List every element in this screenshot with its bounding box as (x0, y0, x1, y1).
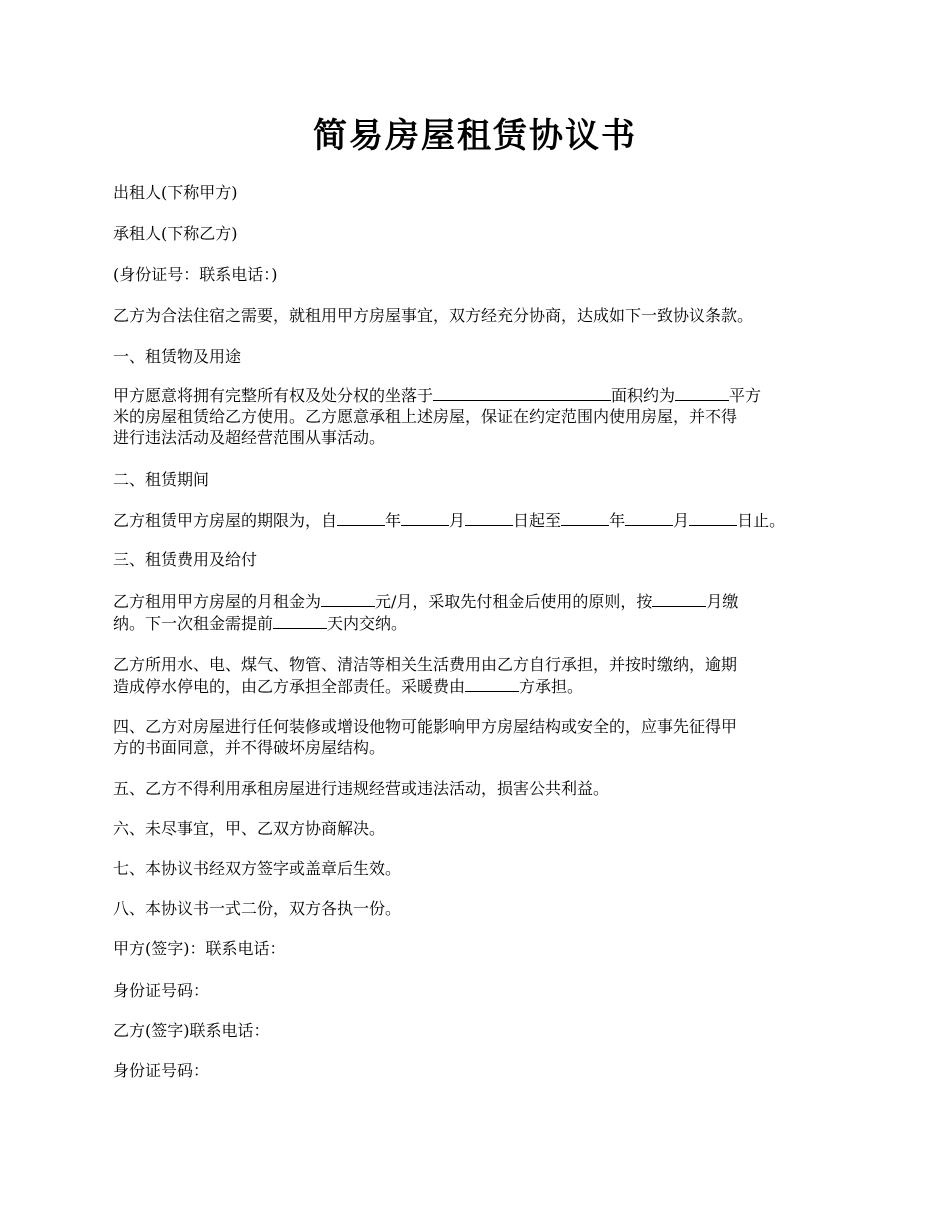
section-7: 七、本协议书经双方签字或盖章后生效。 (113, 859, 402, 878)
section-2-body: 乙方租赁甲方房屋的期限为，自 年 月 日起至 年 月 日止。 (113, 511, 786, 530)
section-1-line-3: 进行违法活动及超经营范围从事活动。 (113, 428, 386, 447)
heating-party-blank (465, 675, 519, 692)
section-3-utilities (113, 654, 873, 697)
section-8: 八、本协议书一式二份，双方各执一份。 (113, 899, 402, 918)
section-4-line-2: 方的书面同意，并不得破坏房屋结构。 (113, 738, 386, 757)
party-b-signature-phone: 乙方(签字)联系电话： (113, 1021, 270, 1040)
section-2-title: 二、租赁期间 (113, 470, 210, 489)
document-title: 简易房屋租赁协议书 (313, 116, 637, 156)
section-4 (113, 716, 873, 758)
section-3-line-2: 纳。下一次租金需提前 天内交纳。 (113, 614, 408, 633)
area-blank (675, 384, 729, 401)
lessee-line: 承租人(下称乙方) (113, 224, 238, 243)
section-4-line-1: 四、乙方对房屋进行任何装修或增设他物可能影响甲方房屋结构或安全的，应事先征得甲 (113, 717, 738, 736)
payment-period-blank (652, 590, 706, 607)
section-3-utilities-line-1: 乙方所用水、电、煤气、物管、清洁等相关生活费用由乙方自行承担，并按时缴纳，逾期 (113, 655, 738, 674)
section-3-title: 三、租赁费用及给付 (113, 550, 258, 569)
party-b-id-number: 身份证号码： (113, 1061, 210, 1080)
party-a-id-number: 身份证号码： (113, 981, 210, 1000)
end-year-blank (561, 509, 609, 526)
section-1-line-1: 甲方愿意将拥有完整所有权及处分权的坐落于 面积约为 平方 (113, 386, 762, 405)
lessor-line: 出租人(下称甲方) (113, 183, 238, 202)
end-day-blank (689, 509, 737, 526)
end-month-blank (625, 509, 673, 526)
start-year-blank (337, 509, 385, 526)
start-month-blank (401, 509, 449, 526)
section-1-body (113, 384, 873, 448)
section-3-line-1: 乙方租用甲方房屋的月租金为 元/月，采取先付租金后使用的原则，按 月缴 (113, 592, 739, 611)
section-1-line-2: 米的房屋租赁给乙方使用。乙方愿意承租上述房屋，保证在约定范围内使用房屋，并不得 (113, 407, 738, 426)
address-blank (433, 384, 611, 401)
id-phone-line: (身份证号：联系电话：) (113, 265, 278, 284)
section-3-utilities-line-2: 造成停水停电的，由乙方承担全部责任。采暖费由 方承担。 (113, 677, 584, 696)
advance-days-blank (273, 612, 327, 629)
intro-paragraph: 乙方为合法住宿之需要，就租用甲方房屋事宜，双方经充分协商，达成如下一致协议条款。 (113, 306, 754, 325)
section-5: 五、乙方不得利用承租房屋进行违规经营或违法活动，损害公共利益。 (113, 779, 610, 798)
section-6: 六、未尽事宜，甲、乙双方协商解决。 (113, 819, 386, 838)
party-a-signature-phone: 甲方(签字)：联系电话： (113, 939, 286, 958)
section-3-rent (113, 590, 873, 634)
start-day-blank (465, 509, 513, 526)
monthly-rent-blank (321, 590, 375, 607)
section-1-title: 一、租赁物及用途 (113, 347, 242, 366)
